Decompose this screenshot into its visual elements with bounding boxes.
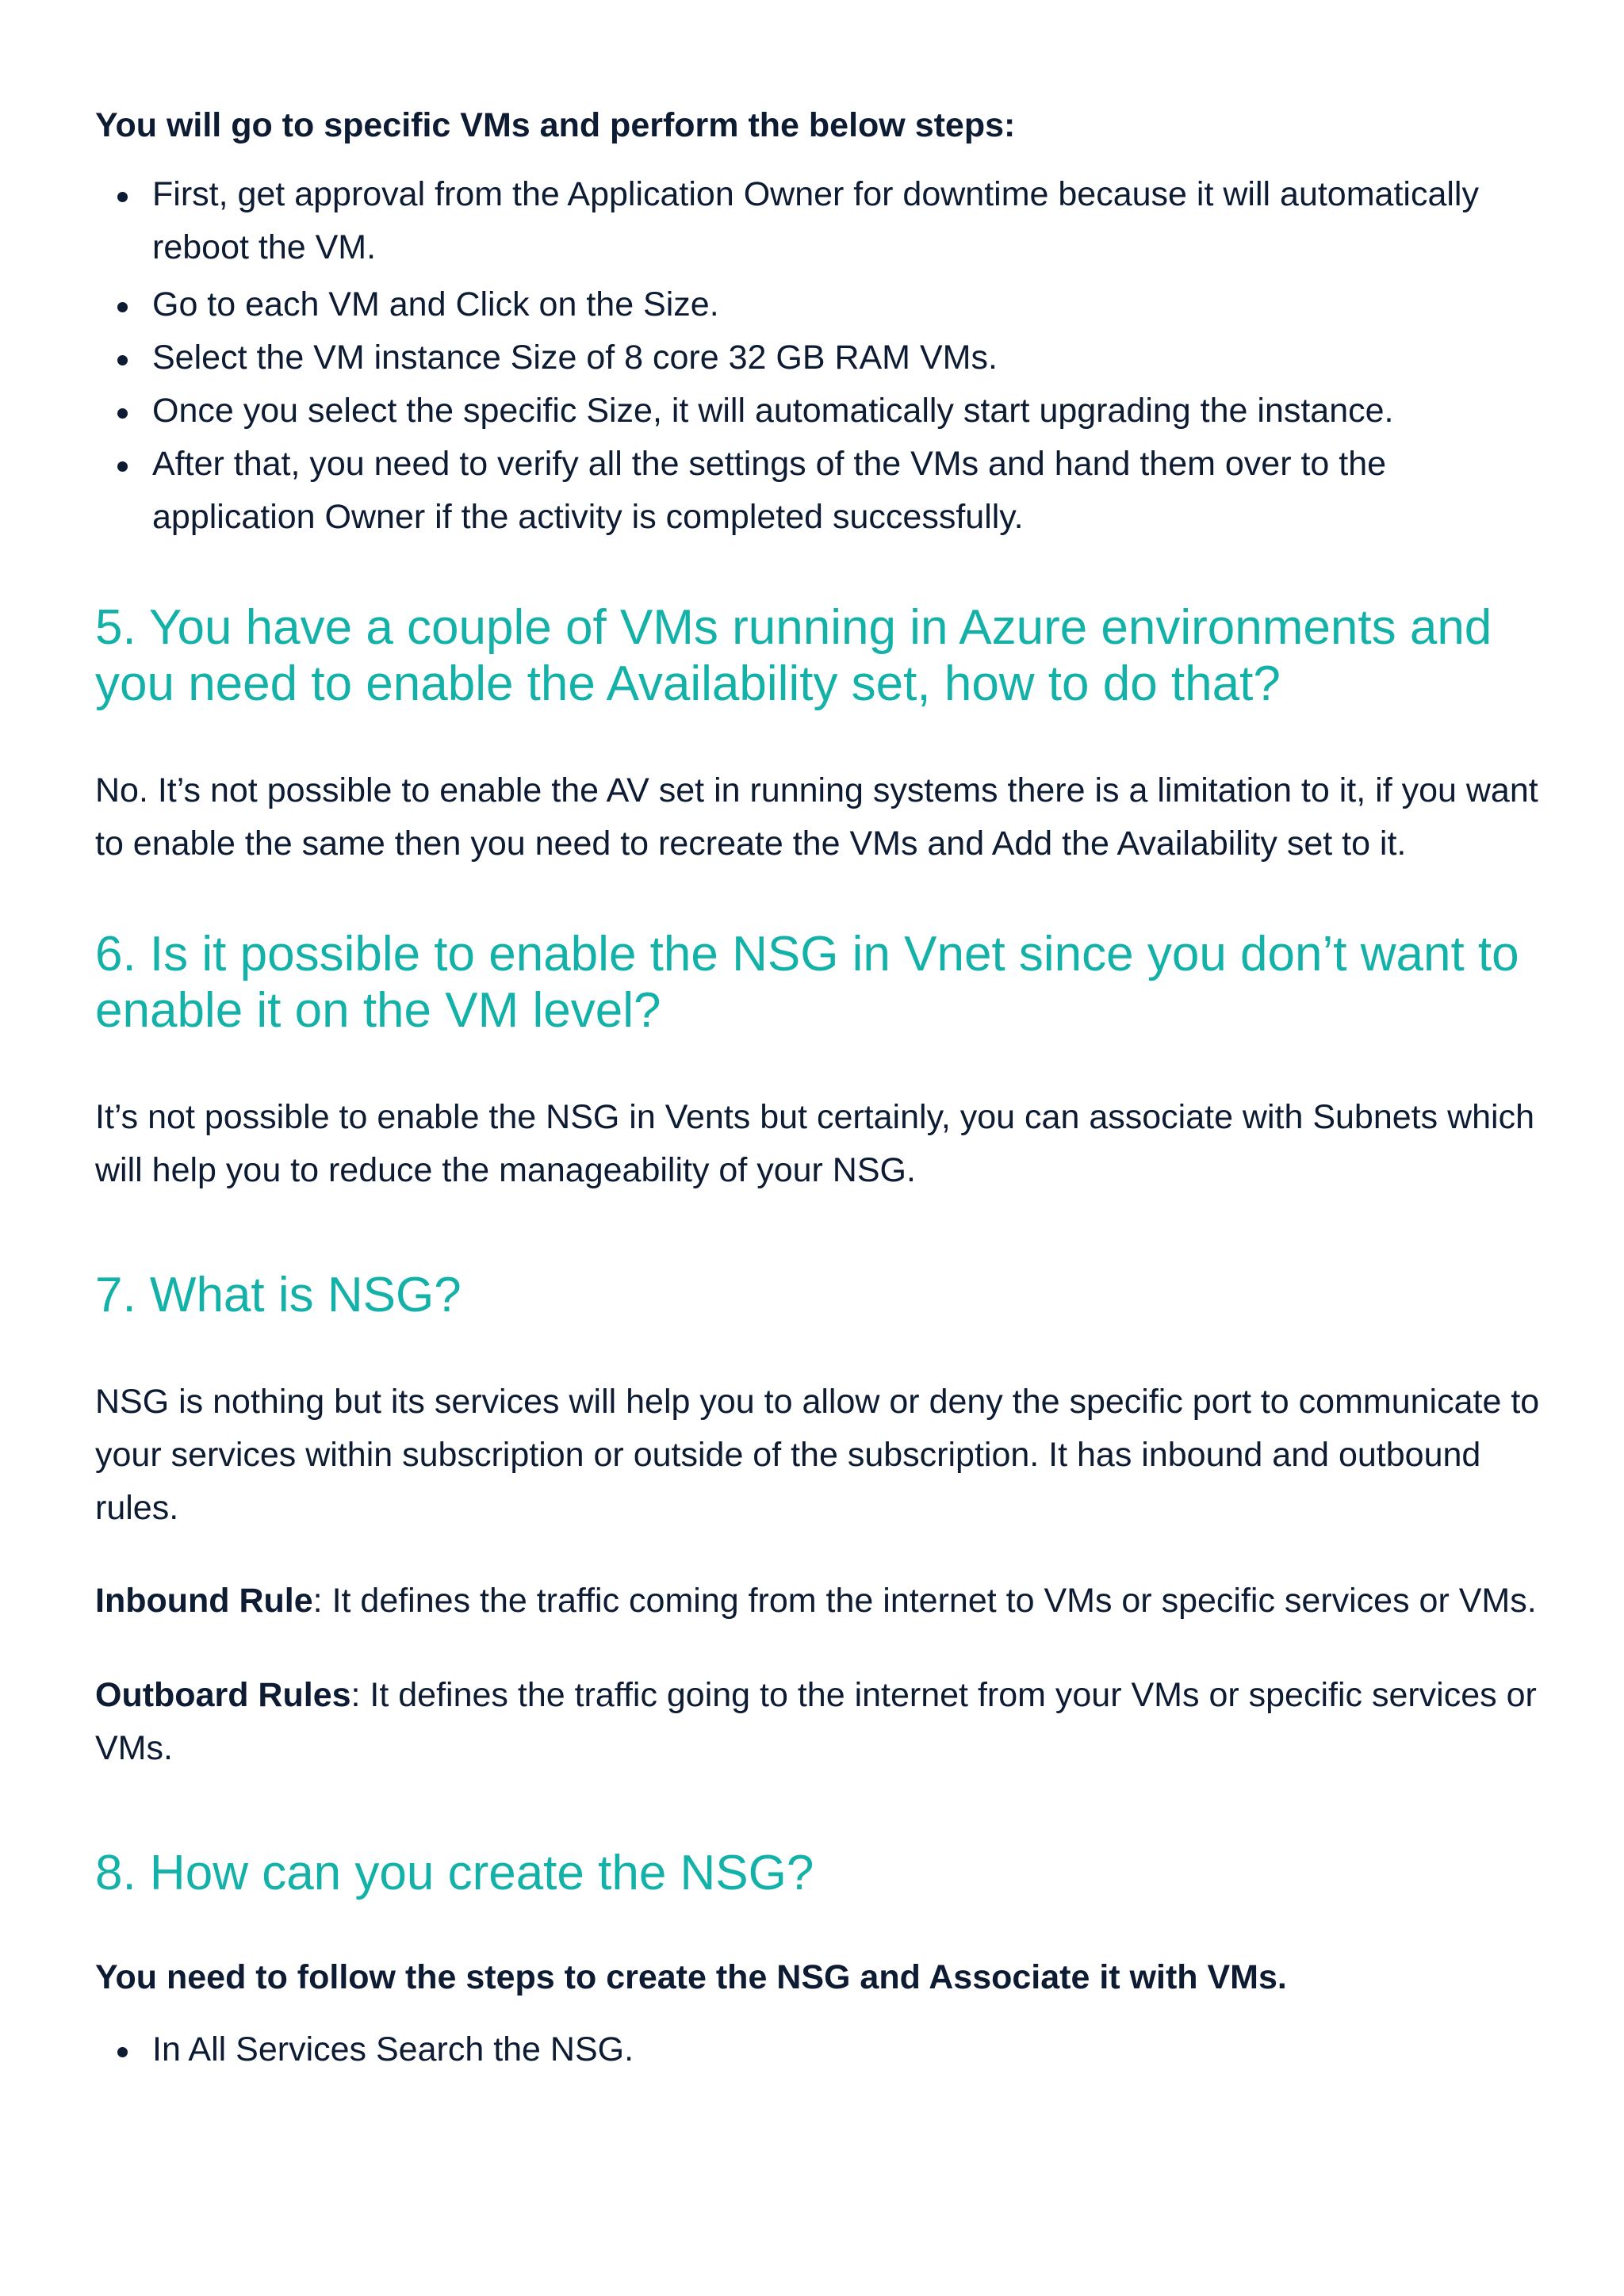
bullet-icon bbox=[117, 408, 128, 419]
question-6-heading: 6. Is it possible to enable the NSG in Vnet since you don’t want to enable it on the VM level? bbox=[95, 927, 1519, 1038]
list-item: In All Services Search the NSG. bbox=[95, 2023, 1556, 2076]
question-5-heading: 5. You have a couple of VMs running in Azure environments and you need to enable the Availability set, how to do that? bbox=[95, 600, 1492, 711]
list-item: Go to each VM and Click on the Size. bbox=[95, 278, 1556, 331]
bullet-icon bbox=[117, 192, 128, 202]
outbound-rule-label: Outboard Rules bbox=[95, 1676, 351, 1714]
list-item: Select the VM instance Size of 8 core 32 GB RAM VMs. bbox=[95, 331, 1556, 385]
list-item: Once you select the specific Size, it will automatically start upgrading the instance. bbox=[95, 385, 1556, 438]
bullet-icon bbox=[117, 355, 128, 365]
question-6-answer: It’s not possible to enable the NSG in Vents but certainly, you can associate with Subnets which will help you to reduce the manageability of your NSG. bbox=[95, 1098, 1535, 1189]
nsg-step-list bbox=[95, 2023, 1556, 2076]
list-item: After that, you need to verify all the settings of the VMs and hand them over to the application Owner if the activity is completed successfully. bbox=[95, 438, 1556, 544]
steps-intro-heading: You will go to specific VMs and perform the below steps: bbox=[95, 106, 1016, 144]
inbound-rule-paragraph: Inbound Rule: It defines the traffic coming from the internet to VMs or specific services or VMs. bbox=[95, 1582, 1537, 1620]
question-7-heading: 7. What is NSG? bbox=[95, 1268, 462, 1322]
bullet-icon bbox=[117, 2047, 128, 2057]
question-8-heading: 8. How can you create the NSG? bbox=[95, 1846, 814, 1900]
list-item: First, get approval from the Application Owner for downtime because it will automatically reboot the VM. bbox=[95, 168, 1556, 274]
intro-step-list bbox=[95, 168, 1556, 544]
question-8-lead: You need to follow the steps to create the NSG and Associate it with VMs. bbox=[95, 1958, 1287, 1996]
question-5-answer: No. It’s not possible to enable the AV set in running systems there is a limitation to it, if you want to enable the same then you need to recreate the VMs and Add the Availability set to it. bbox=[95, 771, 1538, 863]
outbound-rule-paragraph: Outboard Rules: It defines the traffic going to the internet from your VMs or specific services or VMs. bbox=[95, 1676, 1537, 1767]
inbound-rule-label: Inbound Rule bbox=[95, 1582, 313, 1620]
bullet-icon bbox=[117, 302, 128, 312]
bullet-icon bbox=[117, 461, 128, 472]
question-7-answer: NSG is nothing but its services will help you to allow or deny the specific port to communicate to your services within subscription or outside of the subscription. It has inbound and outbound rules. bbox=[95, 1383, 1540, 1527]
